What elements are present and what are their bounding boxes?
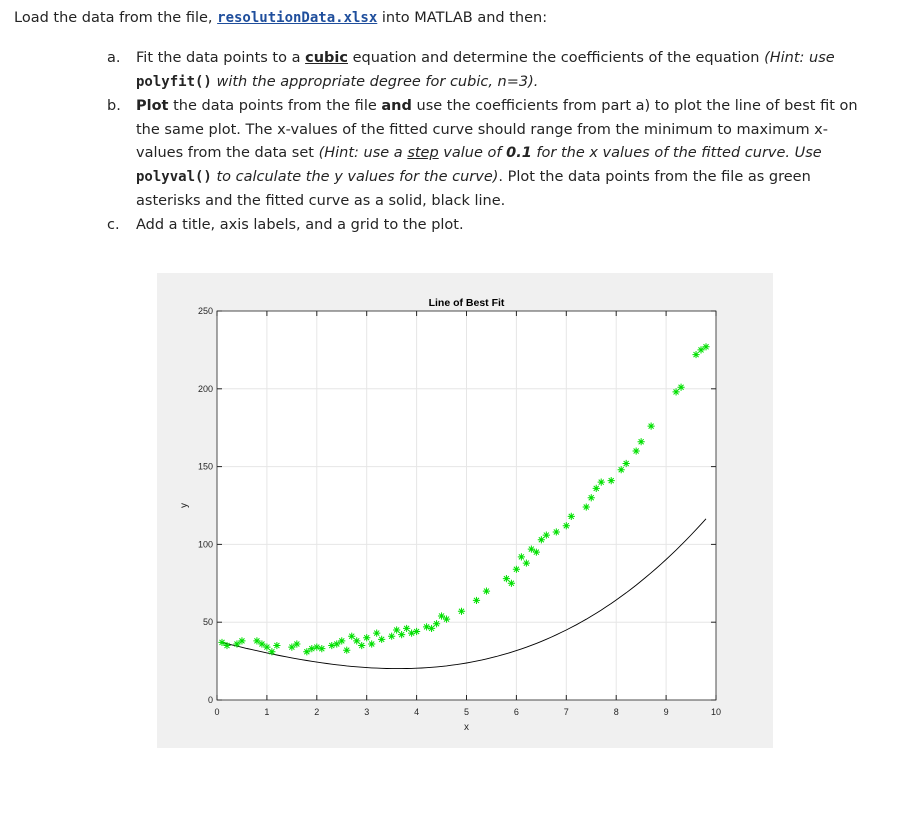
data-point xyxy=(563,522,570,529)
x-tick-label: 9 xyxy=(663,707,669,717)
item-text: Add a title, axis labels, and a grid to the plot. xyxy=(136,217,464,234)
x-tick-label: 2 xyxy=(314,707,320,717)
data-point xyxy=(333,640,340,647)
data-point xyxy=(583,503,590,510)
data-point xyxy=(593,485,600,492)
x-tick-label: 3 xyxy=(364,707,370,717)
item-hint: (Hint: use a xyxy=(318,145,408,162)
data-point xyxy=(423,623,430,630)
item-text-bold: and xyxy=(381,98,412,115)
item-letter: a. xyxy=(107,50,121,66)
x-tick-label: 6 xyxy=(513,707,519,717)
chart-title: Line of Best Fit xyxy=(428,297,505,309)
data-point xyxy=(233,640,240,647)
x-axis-label: x xyxy=(464,722,469,733)
item-text: equation and determine the coefficients of the equation xyxy=(347,50,765,66)
data-point xyxy=(218,639,225,646)
item-text: the data points from the file xyxy=(168,98,382,115)
data-point xyxy=(413,628,420,635)
data-point xyxy=(638,438,645,445)
data-point xyxy=(543,531,550,538)
data-point xyxy=(568,513,575,520)
data-point xyxy=(223,642,230,649)
intro-text-after: into MATLAB and then: xyxy=(377,10,548,26)
scatter-plot xyxy=(157,273,773,748)
data-point xyxy=(318,645,325,652)
list-item xyxy=(107,95,867,213)
data-point xyxy=(293,640,300,647)
y-tick-label: 150 xyxy=(197,461,213,472)
data-point xyxy=(388,633,395,640)
item-hint: (Hint: use xyxy=(764,50,835,66)
data-point xyxy=(598,479,605,486)
data-point xyxy=(378,636,385,643)
code-polyval: polyval() xyxy=(136,168,212,185)
data-point xyxy=(368,640,375,647)
data-file-link[interactable]: resolutionData.xlsx xyxy=(217,10,378,26)
data-point xyxy=(648,423,655,430)
y-tick-label: 200 xyxy=(197,383,213,394)
x-tick-label: 7 xyxy=(563,707,569,717)
list-item xyxy=(107,214,867,238)
data-point xyxy=(438,612,445,619)
y-axis-label: y xyxy=(179,503,190,508)
data-point xyxy=(523,559,530,566)
code-polyfit: polyfit() xyxy=(136,73,212,90)
data-point xyxy=(633,447,640,454)
item-text: use the coefficients from part a) to plot the line of best fit on the same plot. The x-values of the fitted curve should range from the minimum to maximum x-values from the data set xyxy=(136,98,858,162)
data-point xyxy=(258,640,265,647)
y-tick-label: 250 xyxy=(197,306,213,316)
matlab-figure xyxy=(157,273,773,748)
y-tick-label: 0 xyxy=(207,695,213,705)
data-point xyxy=(408,629,415,636)
data-point xyxy=(433,620,440,627)
y-tick-label: 100 xyxy=(197,539,213,550)
data-point xyxy=(702,343,709,350)
instruction-list xyxy=(107,47,867,239)
data-point xyxy=(513,566,520,573)
data-point xyxy=(518,553,525,560)
item-hint: with the appropriate degree for cubic, n=3). xyxy=(211,73,539,90)
list-item xyxy=(107,47,867,94)
data-point xyxy=(483,587,490,594)
data-point xyxy=(533,549,540,556)
data-point xyxy=(473,597,480,604)
item-text-bold: Plot xyxy=(136,98,169,115)
item-hint-bold: 0.1 xyxy=(506,145,532,162)
item-text: Fit the data points to a xyxy=(136,50,306,66)
data-point xyxy=(443,615,450,622)
data-point xyxy=(508,580,515,587)
y-tick-label: 50 xyxy=(202,617,213,628)
x-tick-label: 4 xyxy=(414,707,420,717)
intro-line xyxy=(14,8,547,28)
x-tick-label: 5 xyxy=(463,707,470,717)
data-point xyxy=(343,647,350,654)
item-letter: b. xyxy=(107,98,121,115)
data-point xyxy=(588,494,595,501)
item-hint-underline: step xyxy=(407,145,439,162)
data-point xyxy=(677,384,684,391)
data-point xyxy=(458,608,465,615)
x-tick-label: 0 xyxy=(214,707,220,717)
item-text-bold: cubic xyxy=(305,50,348,66)
x-tick-label: 8 xyxy=(613,707,619,717)
intro-text-before: Load the data from the file, xyxy=(14,10,218,26)
data-point xyxy=(253,637,260,644)
data-point xyxy=(238,637,245,644)
item-hint: for the x values of the fitted curve. Use xyxy=(531,145,822,162)
x-tick-label: 10 xyxy=(710,707,722,717)
data-point xyxy=(363,634,370,641)
item-text: . Plot the data points from the file as green asterisks and the fitted curve as a solid, black line. xyxy=(136,168,811,209)
item-letter: c. xyxy=(107,217,120,234)
data-point xyxy=(328,642,335,649)
item-hint: to calculate the y values for the curve) xyxy=(211,168,499,185)
data-point xyxy=(528,545,535,552)
data-point xyxy=(358,642,365,649)
item-hint: value of xyxy=(438,145,507,162)
x-tick-label: 1 xyxy=(264,707,270,717)
data-point xyxy=(697,346,704,353)
